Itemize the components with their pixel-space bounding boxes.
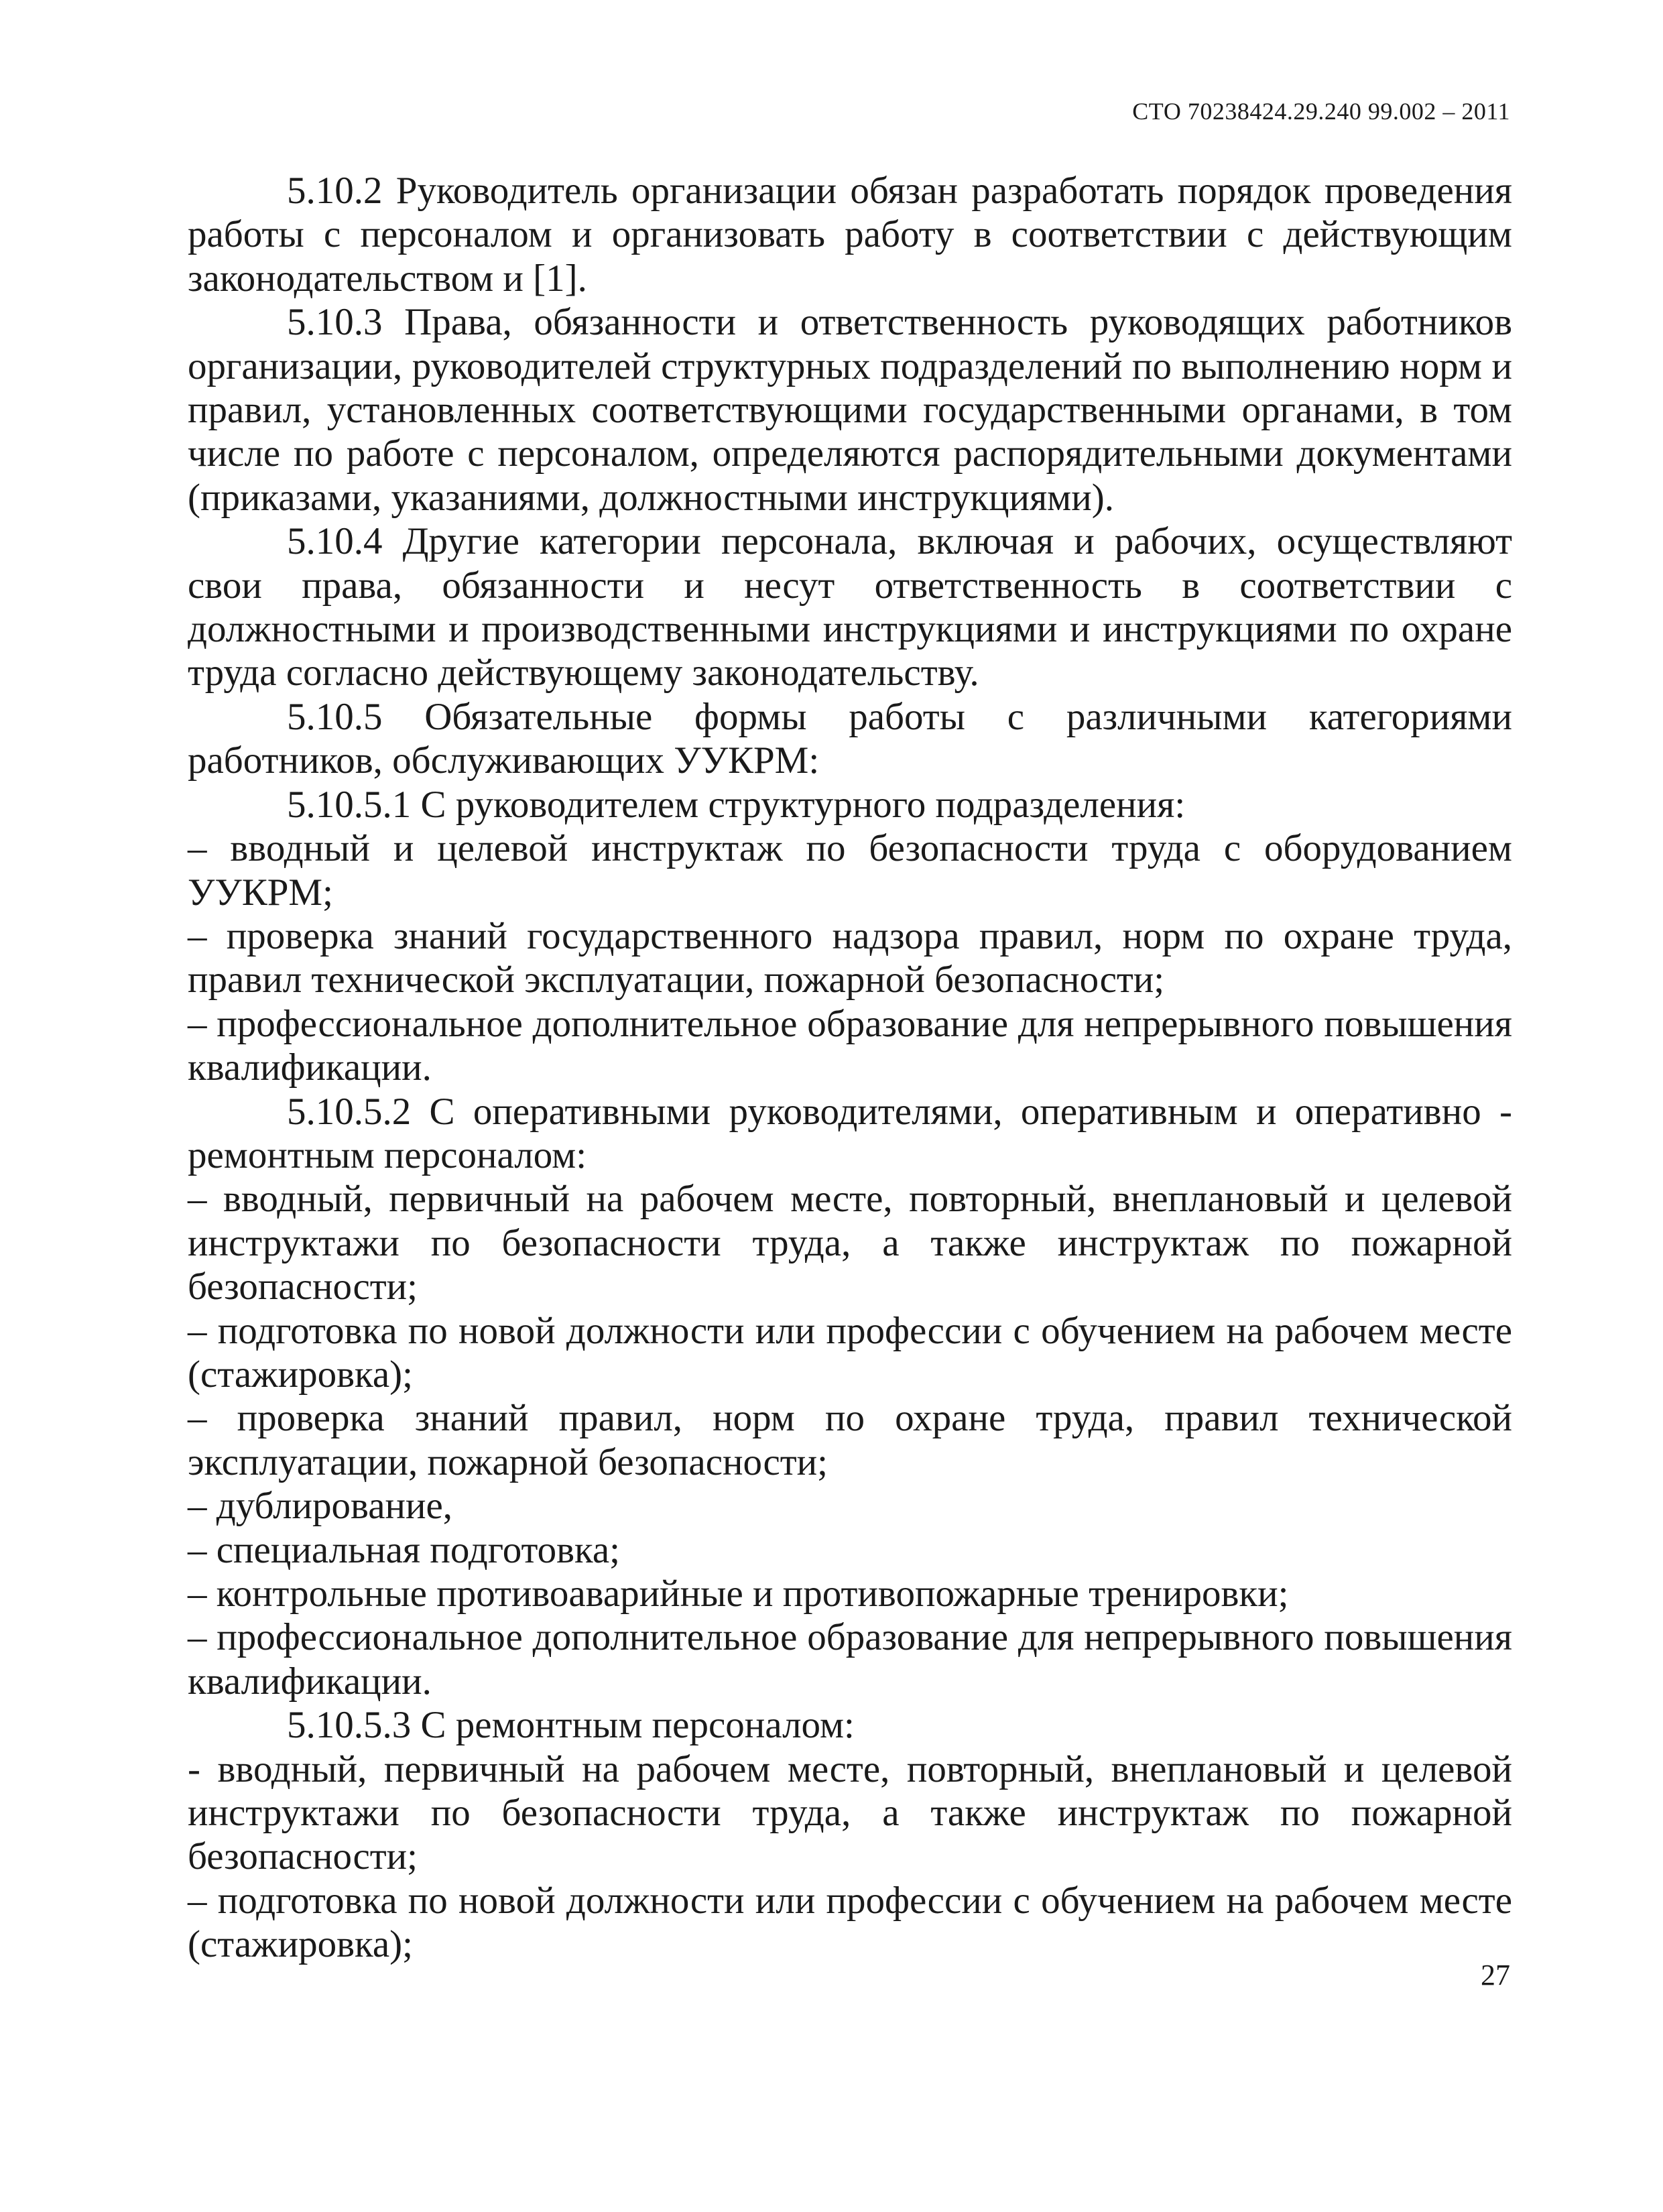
paragraph-5-10-4: 5.10.4 Другие категории персонала, включая и рабочих, осуществляют свои права, обязанности и несут ответственность в соответствии с должностными и производственными инструкциями и инструкциями по охране труда согласно действующему законодательству. bbox=[188, 520, 1512, 694]
paragraph-5-10-5-1: 5.10.5.1 С руководителем структурного подразделения: bbox=[287, 783, 1186, 826]
list-item: – подготовка по новой должности или профессии с обучением на рабочем месте (стажировка); bbox=[188, 1309, 1512, 1396]
paragraph-5-10-5-2: 5.10.5.2 С оперативными руководителями, оперативным и оперативно - ремонтным персоналом: bbox=[188, 1090, 1512, 1176]
list-item: – контрольные противоаварийные и противопожарные тренировки; bbox=[188, 1573, 1289, 1615]
paragraph-5-10-5-3: 5.10.5.3 С ремонтным персоналом: bbox=[287, 1704, 855, 1747]
page-number: 27 bbox=[1481, 1959, 1510, 1991]
list-item: – проверка знаний государственного надзора правил, норм по охране труда, правил технической эксплуатации, пожарной безопасности; bbox=[188, 914, 1512, 1001]
paragraph-5-10-2: 5.10.2 Руководитель организации обязан разработать порядок проведения работы с персоналом и организовать работу в соответствии с действующим законодательством и [1]. bbox=[188, 170, 1512, 300]
list-item: – профессиональное дополнительное образование для непрерывного повышения квалификации. bbox=[188, 1616, 1512, 1703]
list-item: – вводный, первичный на рабочем месте, повторный, внеплановый и целевой инструктажи по безопасности труда, а также инструктаж по пожарной безопасности; bbox=[188, 1178, 1512, 1308]
list-item: – проверка знаний правил, норм по охране труда, правил технической эксплуатации, пожарной безопасности; bbox=[188, 1397, 1512, 1483]
document-code-header: СТО 70238424.29.240 99.002 – 2011 bbox=[1132, 98, 1510, 125]
document-body bbox=[188, 169, 1512, 1967]
list-item: – специальная подготовка; bbox=[188, 1528, 620, 1571]
list-item: – профессиональное дополнительное образование для непрерывного повышения квалификации. bbox=[188, 1002, 1512, 1089]
list-item: – дублирование, bbox=[188, 1485, 453, 1528]
paragraph-5-10-5: 5.10.5 Обязательные формы работы с различными категориями работников, обслуживающих УУКРМ: bbox=[188, 695, 1512, 782]
paragraph-5-10-3: 5.10.3 Права, обязанности и ответственность руководящих работников организации, руководителей структурных подразделений по выполнению норм и правил, установленных соответствующими государственными органами, в том числе по работе с персоналом, определяются распорядительными документами (приказами, указаниями, должностными инструкциями). bbox=[188, 301, 1512, 519]
list-item: – вводный и целевой инструктаж по безопасности труда с оборудованием УУКРМ; bbox=[188, 827, 1512, 914]
list-item: - вводный, первичный на рабочем месте, повторный, внеплановый и целевой инструктажи по безопасности труда, а также инструктаж по пожарной безопасности; bbox=[188, 1747, 1512, 1878]
list-item: – подготовка по новой должности или профессии с обучением на рабочем месте (стажировка); bbox=[188, 1879, 1512, 1966]
